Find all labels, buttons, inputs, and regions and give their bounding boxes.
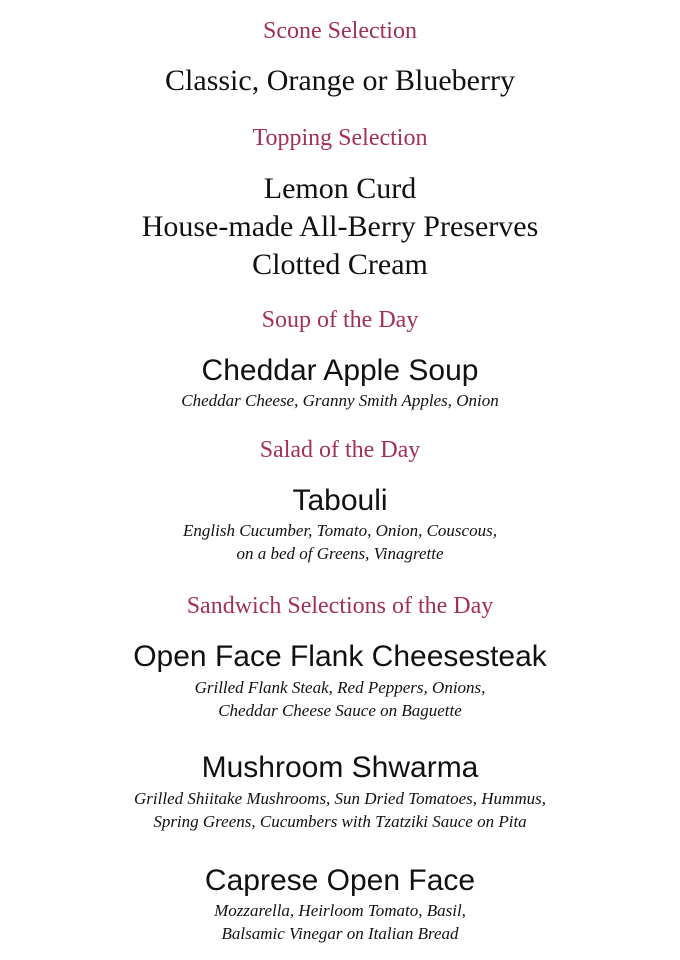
section-heading-topping: Topping Selection <box>252 125 428 151</box>
section-heading-scone: Scone Selection <box>263 18 417 44</box>
salad-description: on a bed of Greens, Vinagrette <box>236 544 444 563</box>
scone-item: Classic, Orange or Blueberry <box>165 64 515 97</box>
sandwich-name: Open Face Flank Cheesesteak <box>133 640 547 673</box>
sandwich-description: Spring Greens, Cucumbers with Tzatziki Sauce on Pita <box>153 812 527 831</box>
soup-description: Cheddar Cheese, Granny Smith Apples, Onion <box>181 391 499 410</box>
topping-item: House-made All-Berry Preserves <box>141 210 539 243</box>
section-heading-soup: Soup of the Day <box>261 307 419 333</box>
sandwich-name: Caprese Open Face <box>204 864 476 897</box>
sandwich-description: Balsamic Vinegar on Italian Bread <box>221 924 459 943</box>
topping-item: Clotted Cream <box>252 248 428 281</box>
salad-description: English Cucumber, Tomato, Onion, Couscous, <box>183 521 497 540</box>
topping-item: Lemon Curd <box>263 172 417 205</box>
sandwich-name: Mushroom Shwarma <box>201 751 479 784</box>
section-heading-sandwiches: Sandwich Selections of the Day <box>186 593 494 619</box>
sandwich-description: Cheddar Cheese Sauce on Baguette <box>218 701 462 720</box>
soup-name: Cheddar Apple Soup <box>201 354 479 387</box>
sandwich-description: Grilled Flank Steak, Red Peppers, Onions, <box>194 678 486 697</box>
sandwich-description: Mozzarella, Heirloom Tomato, Basil, <box>214 901 466 920</box>
section-heading-salad: Salad of the Day <box>259 437 421 463</box>
salad-name: Tabouli <box>292 484 388 517</box>
sandwich-description: Grilled Shiitake Mushrooms, Sun Dried Tomatoes, Hummus, <box>134 789 546 808</box>
